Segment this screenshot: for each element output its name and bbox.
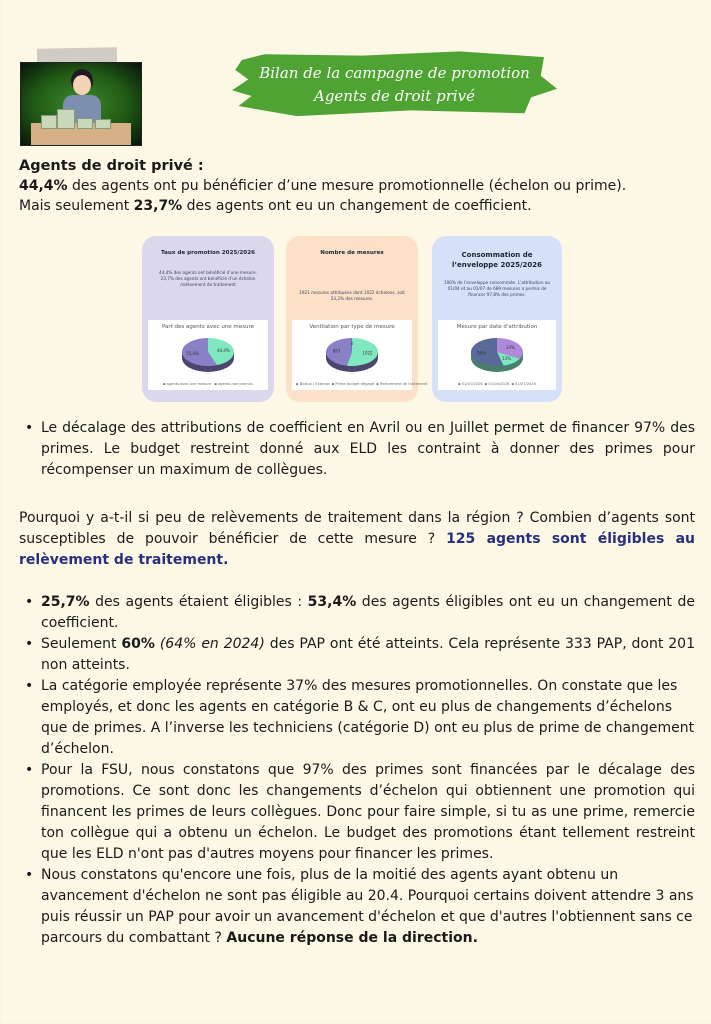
pie-svg [148,330,268,382]
legend-item: ▪ agents avec une mesure [163,382,212,386]
pie-data-label: 1022 [362,350,373,356]
section-heading: Agents de droit privé : [19,158,204,174]
cash-stack [41,115,57,129]
legend-label: agents avec une mesure [166,382,212,386]
bullet-text: des agents étaient éligibles : [89,594,308,610]
bullet-text: Nous constatons qu'encore une fois, plus de la moitié des agents ayant obtenu un avancement d'échelon ne sont pas éligible au 20.4. Pourquoi certains doivent attendre 3 ans puis réussir un PAP pour avoir un avancement d'échelon et que d'autres l'obtiennent sans ce parcours du combattant ? [41,867,694,946]
legend-label: agents non promus [218,382,253,386]
bullet-section-1 [19,418,695,481]
bullet-item [41,634,695,676]
bullet-section-2 [19,592,695,949]
bullet-item [41,865,695,949]
question-text: Pourquoi y a-t-il si peu de relèvements de traitement dans la région ? Combien d’agents sont susceptibles de pouvoir bénéficier de cette mesure ? [19,510,695,547]
bullet-text: des PAP ont été atteints. Cela représente 333 PAP, dont 201 non atteints. [41,636,695,673]
legend-item: ▪ 01/01/2026 [458,382,483,386]
chart-legend [152,382,264,386]
card-nombre-mesures [286,236,428,402]
pie-data-label: 13% [502,356,512,362]
cash-stack [77,118,93,129]
cash-stack [95,119,111,129]
card-desc-line: 44,4% des agents ont bénéficié d’une mesure. [159,270,257,275]
legend-label: Bivaux / Exterior [299,382,330,386]
highlight-125-agents: 125 agents sont éligibles au relèvement de traitement. [19,531,695,568]
legend-item: ▪ Bivaux / Exterior [296,382,330,386]
legend-item: ▪ Relèvement de traitement [376,382,428,386]
page-title [232,62,557,108]
title-line-2: Agents de droit privé [313,87,476,105]
card-desc: 1921 mesures attribuées dont 1022 échelons, soit 53,2% des mesures. [299,290,405,301]
chart-legend [296,382,428,386]
card-desc-line: 23,7% des agents ont bénéficié d’un échelon /relèvement de traitement [160,276,256,287]
chart-title: Mesure par date d'attribution [456,324,538,330]
bullet-item [41,592,695,634]
card-title: Taux de promotion 2025/2026 [161,250,255,256]
intro-line-1-text: des agents ont pu bénéficier d’une mesure promotionnelle (échelon ou prime). [67,178,627,194]
pie-chart-2 [292,320,428,390]
stat-44-4: 44,4% [19,178,68,194]
bullet-item: • Le décalage des attributions de coefficient en Avril ou en Juillet permet de financer 97% des primes. Le budget restreint donné aux ELD les contraint à donner des primes pour récompenser un maximum de collègues. [41,418,695,481]
person-head [73,75,91,95]
card-desc [150,270,266,288]
illustration-person-counting-money [20,62,142,146]
pie-data-label: 893 [332,348,341,354]
stat-23-7: 23,7% [133,198,183,214]
question-paragraph [19,508,695,571]
card-consommation-enveloppe [432,236,562,402]
bullet-item: • La catégorie employée représente 37% des mesures promotionnelles. On constate que les employés, et donc les agents en catégorie B & C, ont eu plus de changements d’échelons que de primes. A l’inverse les techniciens (catégorie D) ont eu plus de prime de changement d’échelon. [41,676,695,760]
stat-60: 60% [121,636,155,652]
chart-title: Part des agents avec une mesure [161,324,255,330]
intro-line-2-start: Mais seulement [19,198,134,214]
intro-line-2-text: des agents ont eu un changement de coefficient. [182,198,532,214]
bullet-text: des agents éligibles ont eu un changement de coefficient. [41,594,695,631]
legend-item: ▪ agents non promus [214,382,253,386]
title-line-1: Bilan de la campagne de promotion [259,64,530,82]
legend-label: 01/07/2026 [515,382,536,386]
pie-data-label: 44,4% [216,348,230,354]
chart-legend [442,382,552,386]
card-desc: 100% de l’enveloppe consommée. L’attribution au 01/04 et au 01/07 de 689 mesures a permis de financer 97,8% des primes. [443,280,551,297]
bullet-text: Seulement [41,636,122,652]
pie-chart-3 [438,320,556,390]
pie-svg [438,330,556,382]
intro-line-2 [19,196,699,216]
pie-data-label: 54% [477,350,486,356]
legend-item: ▪ Prime budget dégagé [331,382,375,386]
pie-data-label: 33% [505,345,515,351]
bullet-item: • Pour la FSU, nous constatons que 97% des primes sont financées par le décalage des promotions. Ce sont donc les changements d’échelon qui obtiennent une promotion qui financent les primes de leurs collègues. Donc pour faire simple, si tu as une prime, remercie ton collègue qui a obtenu un échelon. Le budget des promotions étant tellement restreint que les ELD n'ont pas d'autres moyens pour financer les primes. [41,760,695,865]
intro-line-1 [19,176,699,196]
pie-chart-1 [148,320,268,390]
stat-25-7: 25,7% [41,594,90,610]
card-title: Nombre de mesures [320,250,384,256]
legend-label: 01/01/2026 [461,382,483,386]
pie-data-label: 55,6% [186,350,200,356]
legend-label: 01/04/2026 [488,382,510,386]
chart-title: Ventilation par type de mesure [309,324,395,330]
cash-stack [57,109,75,129]
legend-label: Prime budget dégagé [335,382,375,386]
card-title: Consommation de l’enveloppe 2025/2026 [451,251,543,269]
stat-2024: (64% en 2024) [154,636,265,652]
card-taux-promotion [142,236,274,402]
legend-item: ▪ 01/07/2026 [511,382,536,386]
legend-label: Relèvement de traitement [380,382,428,386]
pie-data-label: 6 [350,341,354,347]
intro-section [19,156,699,216]
stat-53-4: 53,4% [307,594,357,610]
no-response-note: Aucune réponse de la direction. [226,930,478,946]
pie-svg [292,330,412,382]
legend-item: ▪ 01/04/2026 [484,382,510,386]
